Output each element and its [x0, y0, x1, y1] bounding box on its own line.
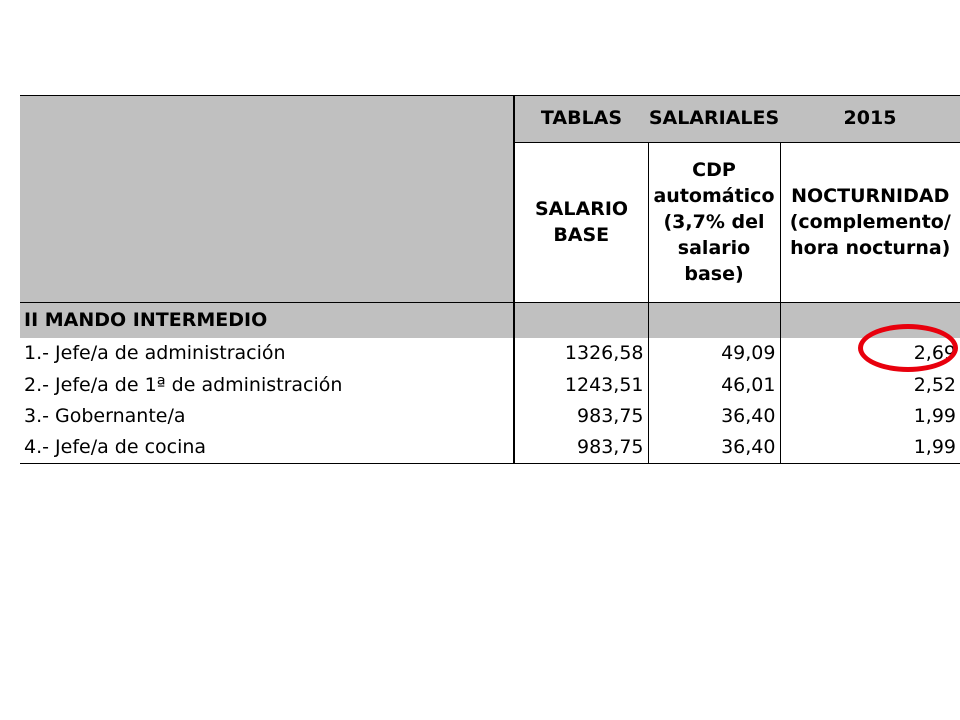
- column-header-cdp: CDP automático (3,7% del salario base): [648, 142, 780, 303]
- header-year: 2015: [780, 96, 960, 143]
- cdp-cell: 46,01: [648, 369, 780, 400]
- table-row: [20, 369, 960, 400]
- row-label: 2.- Jefe/a de 1ª de administración: [24, 373, 343, 396]
- table-row: [20, 338, 960, 369]
- nocturnidad-cell: 1,99: [780, 432, 960, 463]
- row-label: 1.- Jefe/a de administración: [24, 342, 286, 365]
- nocturnidad-cell: 2,52: [780, 369, 960, 400]
- salario-base-cell: 983,75: [514, 401, 648, 432]
- table-row: [20, 432, 960, 463]
- column-header-nocturnidad: NOCTURNIDAD (complemento/ hora nocturna): [780, 142, 960, 303]
- header-salariales: SALARIALES: [648, 96, 780, 143]
- cdp-cell: 36,40: [648, 432, 780, 463]
- section-cell: [648, 303, 780, 338]
- nocturnidad-cell: 1,99: [780, 401, 960, 432]
- header-blank-cell: [20, 96, 514, 143]
- row-label: 4.- Jefe/a de cocina: [20, 432, 514, 463]
- cdp-cell: 49,09: [648, 338, 780, 369]
- highlight-circle: [858, 324, 958, 372]
- salario-base-cell: 1243,51: [514, 369, 648, 400]
- section-cell: [514, 303, 648, 338]
- nocturnidad-cell: 2,69: [780, 338, 960, 369]
- table-row: [20, 401, 960, 432]
- header-tablas: TABLAS: [514, 96, 648, 143]
- cdp-cell: 36,40: [648, 401, 780, 432]
- column-header-salario-base: SALARIO BASE: [514, 142, 648, 303]
- row-label: 3.- Gobernante/a: [24, 404, 186, 427]
- salario-base-cell: 1326,58: [514, 338, 648, 369]
- salario-base-cell: 983,75: [514, 432, 648, 463]
- salary-table: [20, 95, 960, 464]
- section-title: II MANDO INTERMEDIO: [20, 303, 514, 338]
- header-blank-cell-2: [20, 142, 514, 303]
